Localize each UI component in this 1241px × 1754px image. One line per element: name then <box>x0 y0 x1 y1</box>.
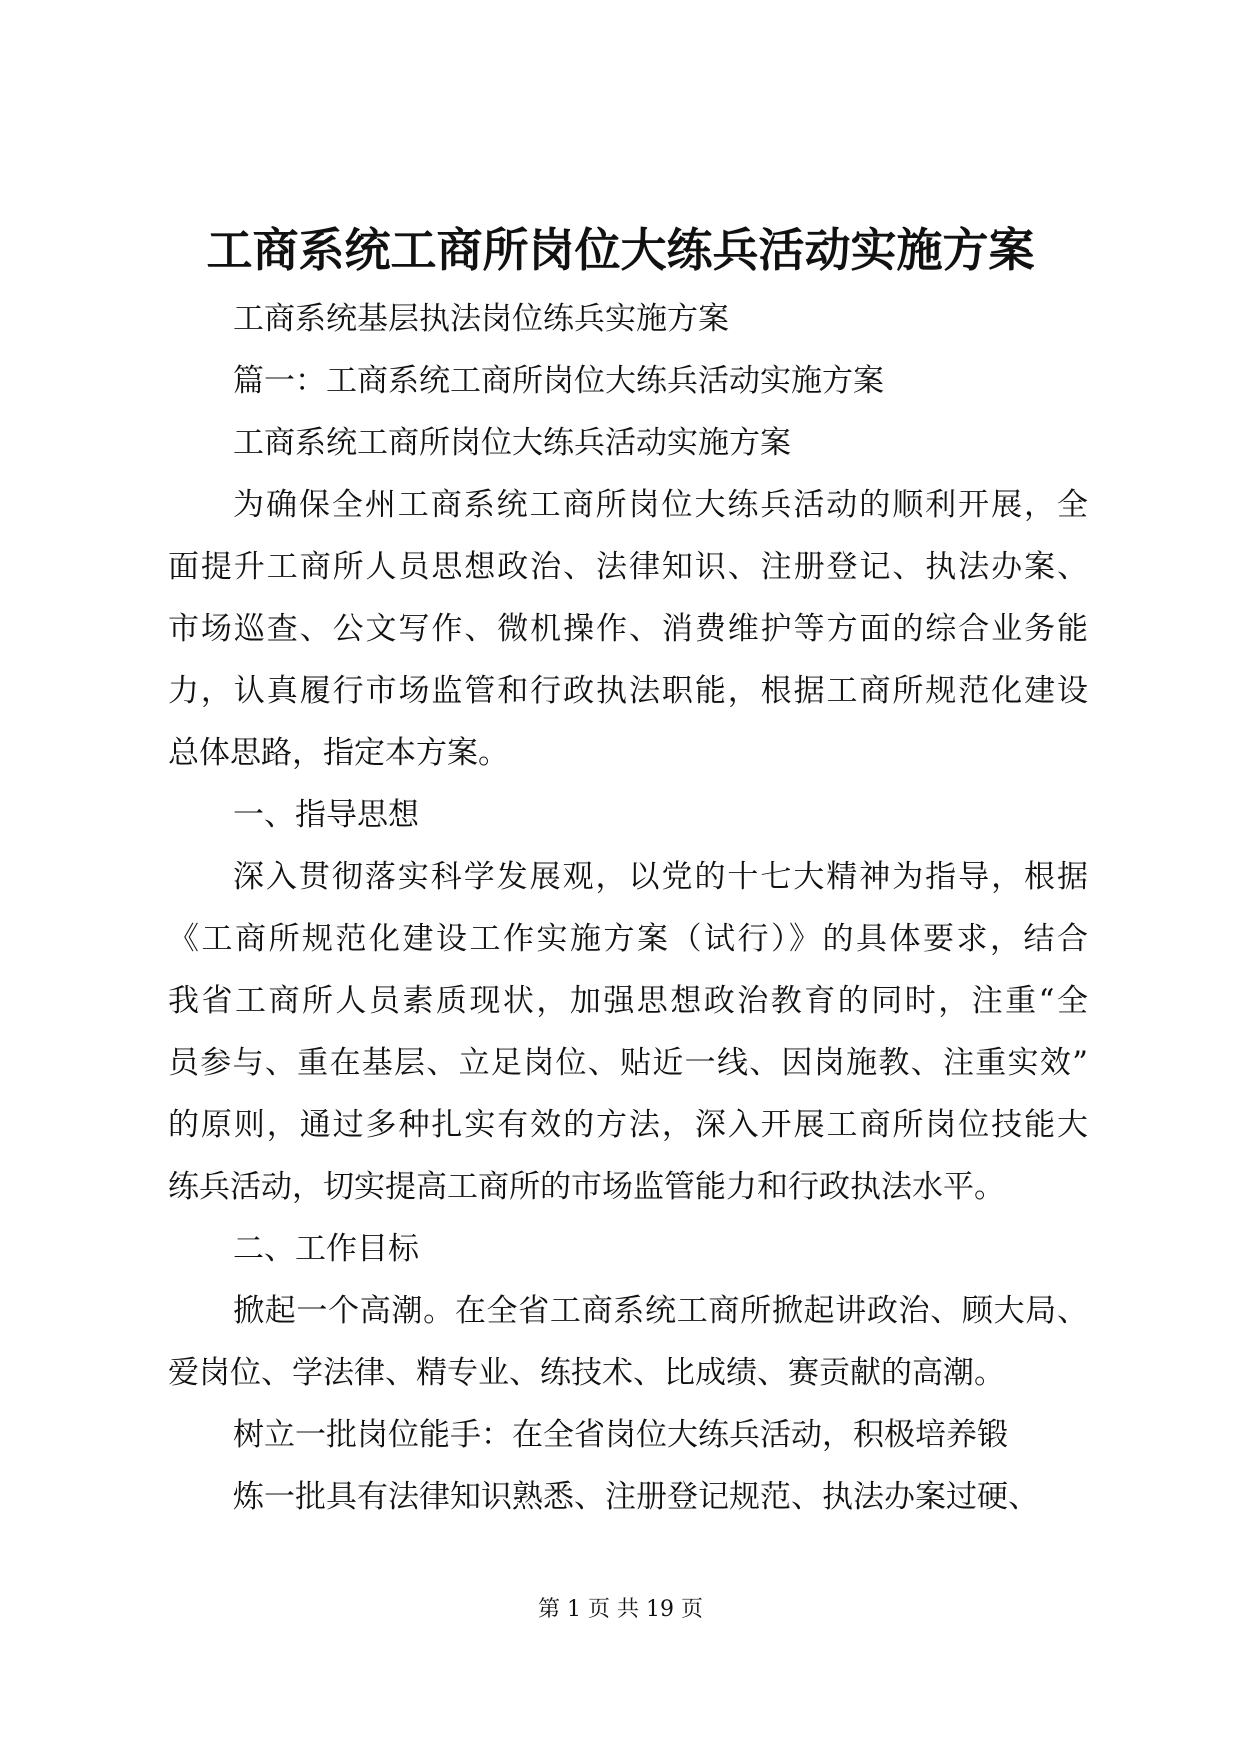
subtitle-line: 工商系统基层执法岗位练兵实施方案 <box>233 301 729 337</box>
section-heading: 篇一：工商系统工商所岗位大练兵活动实施方案 <box>233 363 884 399</box>
paragraph-line: 力，认真履行市场监管和行政执法职能，根据工商所规范化建设 <box>168 673 1088 709</box>
paragraph-line: 面提升工商所人员思想政治、法律知识、注册登记、执法办案、 <box>168 549 1088 585</box>
paragraph-line: 深入贯彻落实科学发展观，以党的十七大精神为指导，根据 <box>233 859 1088 895</box>
section-heading: 一、指导思想 <box>233 797 419 833</box>
paragraph-line: 爱岗位、学法律、精专业、练技术、比成绩、赛贡献的高潮。 <box>168 1355 1005 1391</box>
document-body <box>168 288 1088 1528</box>
paragraph-line: 市场巡查、公文写作、微机操作、消费维护等方面的综合业务能 <box>168 611 1088 647</box>
document-title: 工商系统工商所岗位大练兵活动实施方案 <box>206 223 1035 277</box>
page-footer: 第 1 页 共 19 页 <box>538 1597 703 1622</box>
paragraph-line: 掀起一个高潮。在全省工商系统工商所掀起讲政治、顾大局、 <box>233 1293 1088 1329</box>
paragraph-line: 树立一批岗位能手：在全省岗位大练兵活动，积极培养锻 <box>233 1417 1008 1453</box>
paragraph-line: 总体思路，指定本方案。 <box>168 735 509 771</box>
paragraph-line: 员参与、重在基层、立足岗位、贴近一线、因岗施教、注重实效” <box>168 1045 1088 1081</box>
paragraph-line: 我省工商所人员素质现状，加强思想政治教育的同时，注重“全 <box>168 983 1088 1019</box>
paragraph-line: 练兵活动，切实提高工商所的市场监管能力和行政执法水平。 <box>168 1169 1005 1205</box>
paragraph-line: 的原则，通过多种扎实有效的方法，深入开展工商所岗位技能大 <box>168 1107 1088 1143</box>
paragraph-line: 炼一批具有法律知识熟悉、注册登记规范、执法办案过硬、 <box>233 1479 1039 1515</box>
paragraph-line: 《工商所规范化建设工作实施方案（试行）》的具体要求，结合 <box>168 921 1088 957</box>
section-heading: 二、工作目标 <box>233 1231 419 1267</box>
paragraph-line: 为确保全州工商系统工商所岗位大练兵活动的顺利开展，全 <box>233 487 1088 523</box>
section-heading: 工商系统工商所岗位大练兵活动实施方案 <box>233 425 791 461</box>
